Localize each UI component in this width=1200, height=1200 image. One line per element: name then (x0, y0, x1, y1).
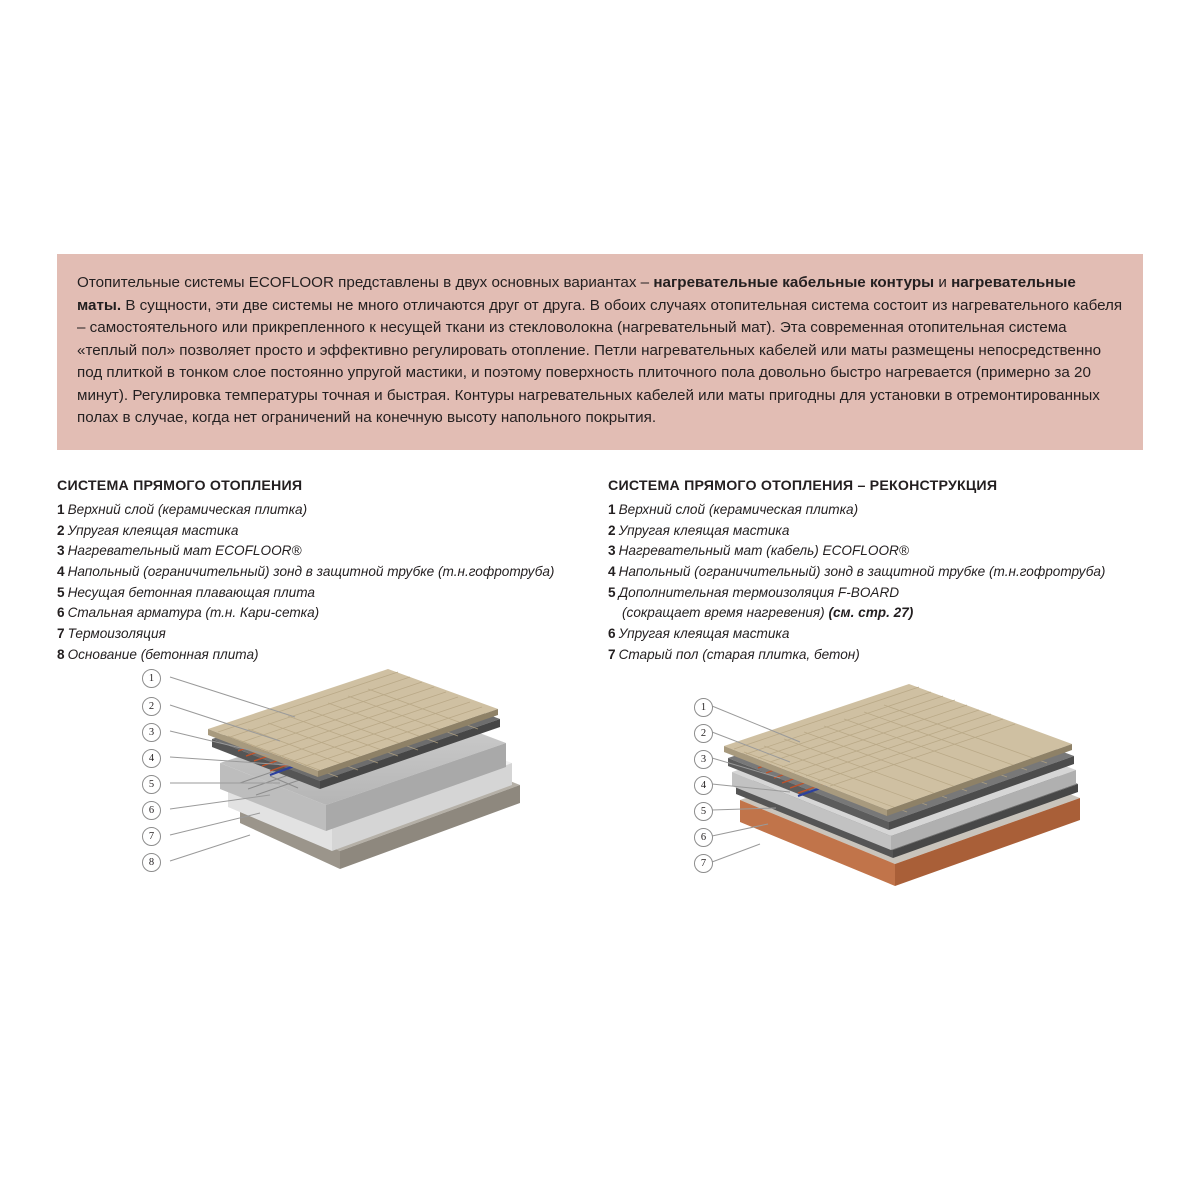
intro-banner (57, 254, 1143, 450)
list-item (608, 645, 1168, 666)
callout-6: 6 (142, 801, 161, 820)
item-number: 2 (608, 522, 616, 538)
item-number: 6 (57, 605, 65, 621)
list-item (608, 500, 1168, 521)
callout-r3: 3 (694, 750, 713, 769)
right-column (608, 478, 1168, 665)
list-item (57, 500, 597, 521)
item-label: Верхний слой (керамическая плитка) (67, 502, 308, 517)
left-legend-list (57, 500, 597, 665)
item-label: Термоизоляция (67, 625, 166, 641)
list-item (57, 521, 597, 542)
item-label: Напольный (ограничительный) зонд в защитной трубке (т.н.гофротруба) (618, 563, 1106, 579)
item-label: Нагревательный мат ECOFLOOR® (67, 543, 302, 559)
item-number: 2 (57, 522, 65, 538)
callout-7: 7 (142, 827, 161, 846)
list-item (57, 562, 597, 583)
list-item (57, 583, 597, 604)
right-legend-list (608, 500, 1168, 665)
item-number: 7 (57, 625, 65, 641)
item-number: 4 (57, 563, 65, 579)
callout-4: 4 (142, 749, 161, 768)
item-continuation-text: (сокращает время нагревения) (622, 605, 829, 621)
item-label: Упругая клеящая мастика (67, 522, 239, 538)
callout-r6: 6 (694, 828, 713, 847)
left-diagram (120, 655, 540, 905)
right-diagram (680, 680, 1110, 910)
list-item (57, 603, 597, 624)
right-column-title: СИСТЕМА ПРЯМОГО ОТОПЛЕНИЯ – РЕКОНСТРУКЦИЯ (608, 478, 998, 494)
list-item (608, 562, 1168, 583)
callout-r4: 4 (694, 776, 713, 795)
item-label: Основание (бетонная плита) (67, 646, 259, 662)
item-label: Напольный (ограничительный) зонд в защитной трубке (т.н.гофротруба) (67, 563, 555, 579)
item-number: 3 (608, 543, 616, 559)
left-diagram-svg (120, 655, 540, 905)
callout-3: 3 (142, 723, 161, 742)
list-item (608, 541, 1168, 562)
left-column (57, 478, 597, 665)
item-number: 6 (608, 625, 616, 641)
intro-paragraph: Отопительные системы ECOFLOOR представлены в двух основных вариантах – нагревательные кабельные контуры и нагревательные маты. В сущности, эти две системы не много отличаются друг от друга. В обоих случаях отопительная система состоит из нагревательного кабеля – самостоятельного или прикрепленного к несущей ткани из стекловолокна (нагревательный мат). Эта современная отопительная система «теплый пол» позволяет просто и эффективно регулировать отопление. Петли нагревательных кабелей или маты размещены непосредственно под плиткой в тонком слое постоянно упругой мастики, и поэтому поверхность плиточного пола довольно быстро нагревается (примерно за 20 минут). Регулировка температуры точная и быстрая. Контуры нагревательных кабелей или маты пригодны для установки в отремонтированных полах в случае, когда нет ограничений на конечную высоту напольного покрытия. (77, 274, 1123, 426)
list-item (608, 583, 1168, 624)
item-label-continuation (608, 603, 1168, 624)
item-label: Старый пол (старая плитка, бетон) (618, 646, 860, 662)
item-number: 4 (608, 563, 616, 579)
list-item (608, 624, 1168, 645)
item-number: 1 (57, 502, 65, 517)
item-number: 5 (57, 584, 65, 600)
callout-1: 1 (142, 669, 161, 688)
item-label: Стальная арматура (т.н. Кари-сетка) (67, 605, 320, 621)
item-continuation-ref: (см. стр. 27) (828, 605, 914, 621)
item-label: Нагревательный мат (кабель) ECOFLOOR® (618, 543, 909, 559)
callout-8: 8 (142, 853, 161, 872)
item-number: 8 (57, 646, 65, 662)
item-number: 7 (608, 646, 616, 662)
right-diagram-svg (680, 680, 1110, 910)
item-label: Несущая бетонная плавающая плита (67, 584, 315, 600)
left-column-title: СИСТЕМА ПРЯМОГО ОТОПЛЕНИЯ (57, 478, 303, 494)
list-item (57, 541, 597, 562)
item-label: Дополнительная термоизоляция F-BOARD (618, 584, 900, 600)
item-number: 1 (608, 502, 616, 517)
list-item (57, 624, 597, 645)
item-label: Верхний слой (керамическая плитка) (618, 502, 859, 517)
callout-r7: 7 (694, 854, 713, 873)
item-number: 5 (608, 584, 616, 600)
callout-r1: 1 (694, 698, 713, 717)
item-label: Упругая клеящая мастика (618, 625, 790, 641)
list-item (608, 521, 1168, 542)
callout-5: 5 (142, 775, 161, 794)
callout-r5: 5 (694, 802, 713, 821)
item-number: 3 (57, 543, 65, 559)
callout-r2: 2 (694, 724, 713, 743)
item-label: Упругая клеящая мастика (618, 522, 790, 538)
callout-2: 2 (142, 697, 161, 716)
